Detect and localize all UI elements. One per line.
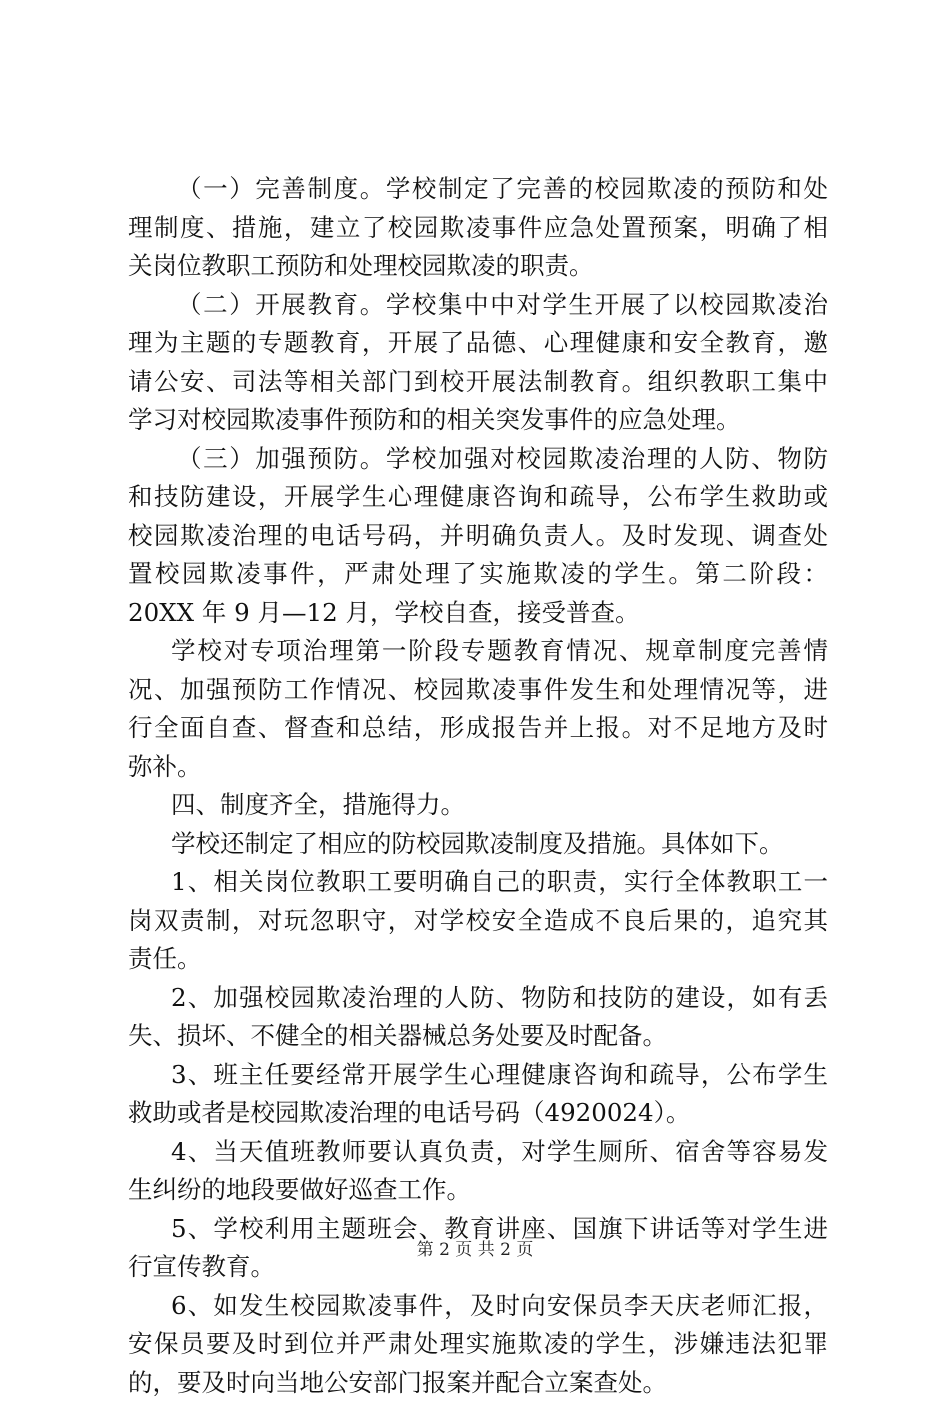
list-item-line: 3、班主任要经常开展学生心理健康咨询和疏导，公布学生 (128, 1056, 828, 1095)
paragraph-line: 学校对专项治理第一阶段专题教育情况、规章制度完善情 (128, 632, 828, 671)
list-item-line: 救助或者是校园欺凌治理的电话号码（4920024）。 (128, 1094, 828, 1133)
paragraph-line: 学校还制定了相应的防校园欺凌制度及措施。具体如下。 (128, 825, 828, 864)
list-item-line: 安保员要及时到位并严肃处理实施欺凌的学生，涉嫌违法犯罪 (128, 1325, 828, 1364)
paragraph-line: 关岗位教职工预防和处理校园欺凌的职责。 (128, 247, 828, 286)
list-item-line: 责任。 (128, 940, 828, 979)
paragraph-line: 和技防建设，开展学生心理健康咨询和疏导，公布学生救助或 (128, 478, 828, 517)
list-item-line: 岗双责制，对玩忽职守，对学校安全造成不良后果的，追究其 (128, 902, 828, 941)
paragraph-line: （二）开展教育。学校集中中对学生开展了以校园欺凌治 (128, 286, 828, 325)
document-body (128, 170, 828, 1402)
list-item-line: 4、当天值班教师要认真负责，对学生厕所、宿舍等容易发 (128, 1133, 828, 1172)
list-item-line: 行宣传教育。 (128, 1248, 828, 1287)
list-item-line: 6、如发生校园欺凌事件，及时向安保员李天庆老师汇报， (128, 1287, 828, 1326)
paragraph-line: （一）完善制度。学校制定了完善的校园欺凌的预防和处 (128, 170, 828, 209)
paragraph-line: 行全面自查、督查和总结，形成报告并上报。对不足地方及时 (128, 709, 828, 748)
paragraph-line: 理为主题的专题教育，开展了品德、心理健康和安全教育，邀 (128, 324, 828, 363)
paragraph-line: 况、加强预防工作情况、校园欺凌事件发生和处理情况等，进 (128, 671, 828, 710)
page-number-footer: 第 2 页 共 2 页 (0, 1239, 950, 1261)
paragraph-line: （三）加强预防。学校加强对校园欺凌治理的人防、物防 (128, 440, 828, 479)
list-item-line: 1、相关岗位教职工要明确自己的职责，实行全体教职工一 (128, 863, 828, 902)
paragraph-line: 20XX 年 9 月—12 月，学校自查，接受普查。 (128, 594, 828, 633)
paragraph-line: 置校园欺凌事件，严肃处理了实施欺凌的学生。第二阶段： (128, 555, 828, 594)
paragraph-line: 弥补。 (128, 748, 828, 787)
list-item-line: 的，要及时向当地公安部门报案并配合立案查处。 (128, 1364, 828, 1402)
list-item-line: 2、加强校园欺凌治理的人防、物防和技防的建设，如有丢 (128, 979, 828, 1018)
paragraph-line: 请公安、司法等相关部门到校开展法制教育。组织教职工集中 (128, 363, 828, 402)
list-item-line: 失、损坏、不健全的相关器械总务处要及时配备。 (128, 1017, 828, 1056)
section-heading: 四、制度齐全，措施得力。 (128, 786, 828, 825)
paragraph-line: 校园欺凌治理的电话号码，并明确负责人。及时发现、调查处 (128, 517, 828, 556)
list-item-line: 5、学校利用主题班会、教育讲座、国旗下讲话等对学生进 (128, 1210, 828, 1249)
paragraph-line: 理制度、措施，建立了校园欺凌事件应急处置预案，明确了相 (128, 209, 828, 248)
paragraph-line: 学习对校园欺凌事件预防和的相关突发事件的应急处理。 (128, 401, 828, 440)
list-item-line: 生纠纷的地段要做好巡查工作。 (128, 1171, 828, 1210)
